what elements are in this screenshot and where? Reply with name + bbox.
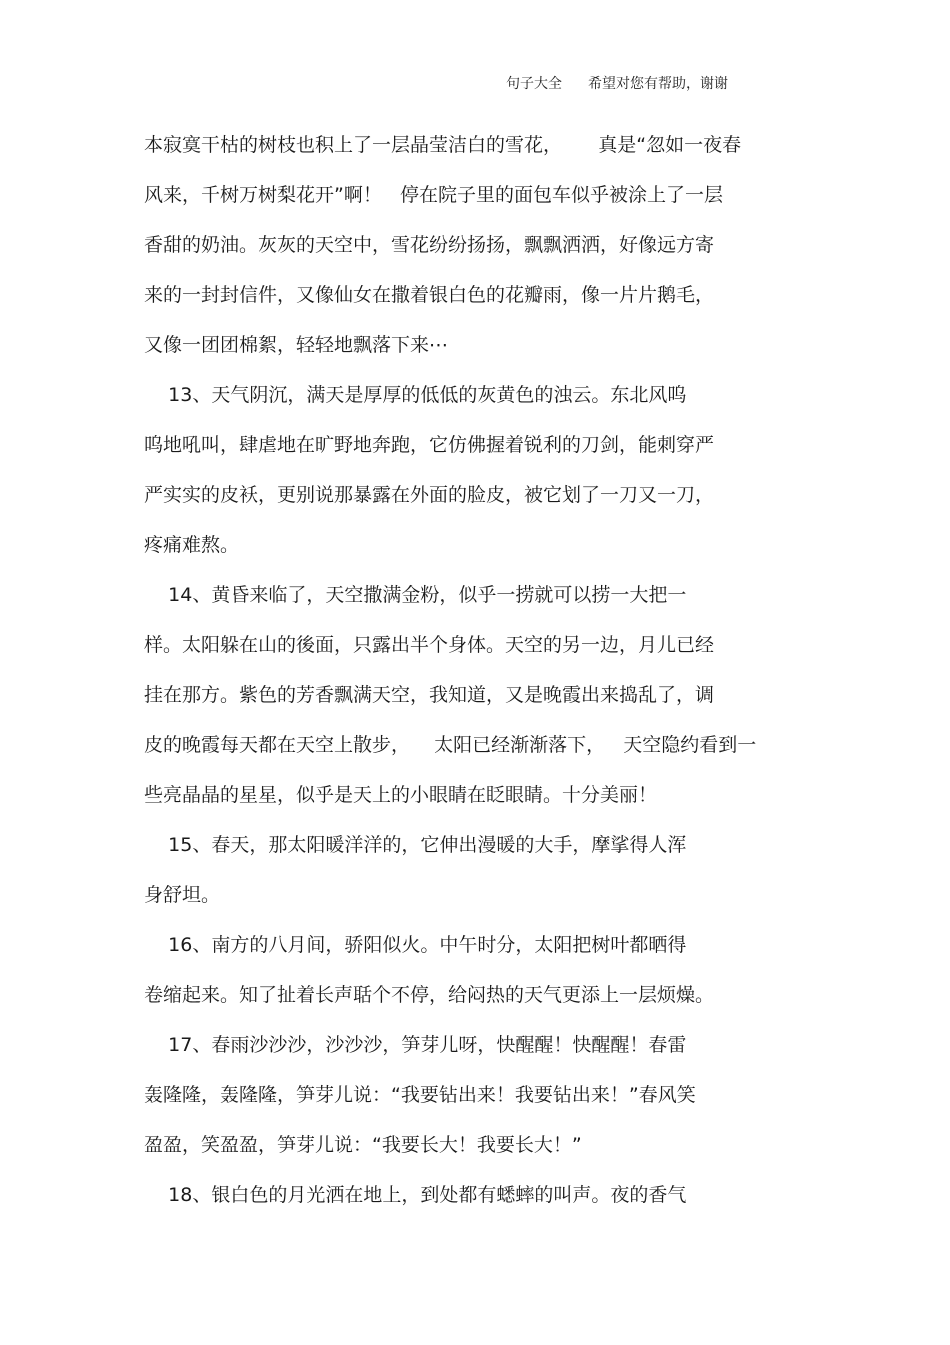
text-line: 疼痛难熬。 (144, 534, 240, 556)
header-right-text: 希望对您有帮助，谢谢 (588, 76, 728, 92)
text-line: 呜地吼叫，肆虐地在旷野地奔跑，它仿佛握着锐利的刀剑，能刺穿严 (144, 434, 715, 456)
text-line: 盈盈，笑盈盈，笋芽儿说：“我要长大！我要长大！” (144, 1134, 582, 1156)
text-line: 风来，千树万树梨花开”啊！ 停在院子里的面包车似乎被涂上了一层 (144, 184, 723, 206)
text-line: 16、南方的八月间，骄阳似火。中午时分，太阳把树叶都晒得 (144, 934, 687, 956)
text-line: 17、春雨沙沙沙，沙沙沙，笋芽儿呀，快醒醒！快醒醒！春雷 (144, 1034, 687, 1056)
text-line: 18、银白色的月光洒在地上，到处都有蟋蟀的叫声。夜的香气 (144, 1184, 687, 1206)
text-line: 13、天气阴沉，满天是厚厚的低低的灰黄色的浊云。东北风呜 (144, 384, 687, 406)
text-line: 些亮晶晶的星星，似乎是天上的小眼睛在眨眼睛。十分美丽！ (144, 784, 658, 806)
text-line: 来的一封封信件，又像仙女在撒着银白色的花瓣雨，像一片片鹅毛， (144, 284, 715, 306)
text-line: 香甜的奶油。灰灰的天空中，雪花纷纷扬扬，飘飘洒洒，好像远方寄 (144, 234, 715, 256)
text-line: 15、春天，那太阳暖洋洋的，它伸出漫暖的大手，摩挲得人浑 (144, 834, 687, 856)
text-line: 卷缩起来。知了扯着长声聒个不停，给闷热的天气更添上一层烦燥。 (144, 984, 715, 1006)
header-left-text: 句子大全 (506, 76, 562, 92)
text-line: 身舒坦。 (144, 884, 221, 906)
text-line: 本寂寞干枯的树枝也积上了一层晶莹洁白的雪花， 真是“忽如一夜春 (144, 134, 742, 156)
text-line: 又像一团团棉絮，轻轻地飘落下来⋯ (144, 334, 449, 356)
text-line: 样。太阳躲在山的後面，只露出半个身体。天空的另一边，月儿已经 (144, 634, 715, 656)
text-line: 轰隆隆，轰隆隆，笋芽儿说：“我要钻出来！我要钻出来！”春风笑 (144, 1084, 696, 1106)
text-line: 14、黄昏来临了，天空撒满金粉，似乎一捞就可以捞一大把一 (144, 584, 687, 606)
text-line: 皮的晚霞每天都在天空上散步， 太阳已经渐渐落下， 天空隐约看到一 (144, 734, 757, 756)
page-header (506, 74, 728, 94)
text-line: 挂在那方。紫色的芳香飘满天空，我知道，又是晚霞出来捣乱了，调 (144, 684, 715, 706)
text-line: 严实实的皮袄，更别说那暴露在外面的脸皮，被它划了一刀又一刀， (144, 484, 715, 506)
